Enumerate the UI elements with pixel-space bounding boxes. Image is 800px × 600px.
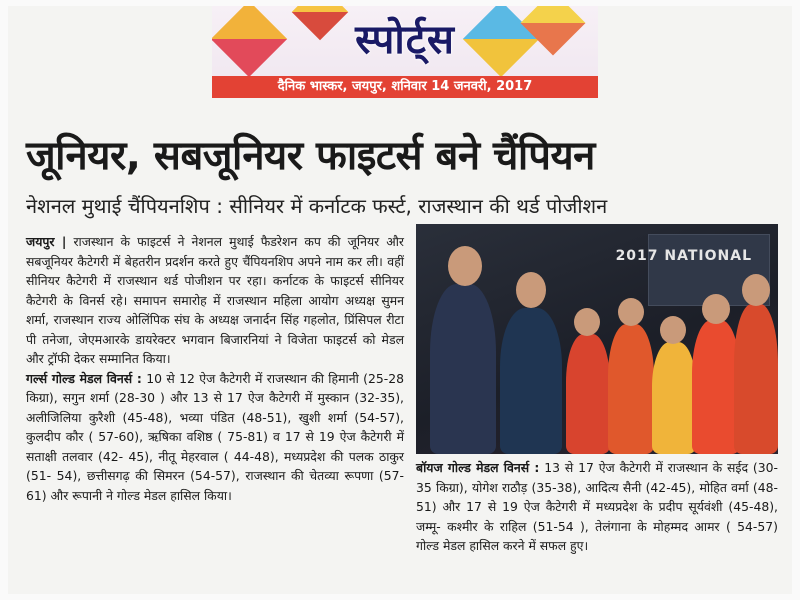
- winners-group-photo: [416, 224, 778, 454]
- girls-winners-heading: गर्ल्स गोल्ड मेडल विनर्स :: [26, 370, 142, 386]
- person-figure: [734, 304, 778, 454]
- sports-masthead-banner: [212, 6, 598, 98]
- photo-caption: [416, 458, 778, 556]
- person-head: [574, 308, 600, 336]
- article-body: [26, 232, 404, 505]
- person-head: [660, 316, 686, 344]
- person-head: [618, 298, 644, 326]
- person-head: [702, 294, 730, 324]
- girls-winners-text: 10 से 12 ऐज कैटेगरी में राजस्थान की हिमानी (25-28 किग्रा), सगुन शर्मा (28-30 ) और 13 से 17 ऐज कैटेगरी में मुस्कान (32-35), अलीजिलिया कुरैशी (45-48), भव्या पंडित (48-51), खुशी शर्मा (54-57), कुलदीप कौर ( 57-60), ऋषिका वशिष्ठ ( 75-81) व 17 से 19 ऐज कैटेगरी में सताक्षी तलवार (42- 45), नीतू मेहरवाल ( 44-48), मध्यप्रदेश की पलक ठाकुर (51- 54), छत्तीसगढ़ की सिमरन (54-57), राजस्थान की चेतव्या रूपणा (57-61) और रूपानी ने गोल्ड मेडल हासिल किया।: [26, 370, 404, 503]
- boys-winners-text: 13 से 17 ऐज कैटेगरी में राजस्थान के सईद (30-35 किग्रा), योगेश राठौड़ (35-38), आदित्य सैनी (42-45), मोहित वर्मा (48-51) और 17 से 19 ऐज कैटेगरी में मध्यप्रदेश के प्रदीप सूर्यवंशी (45-48), जम्मू- कश्मीर के राहिल (51-54 ), तेलंगाना के मोहम्मद आमर ( 54-57) गोल्ड मेडल हासिल करने में सफल हुए।: [416, 460, 778, 553]
- boys-winners-heading: बॉयज गोल्ड मेडल विनर्स :: [416, 460, 540, 475]
- dateline-place: जयपुर |: [26, 234, 67, 249]
- newspaper-dateline: दैनिक भास्कर, जयपुर, शनिवार 14 जनवरी, 2017: [212, 76, 598, 98]
- person-figure: [692, 320, 740, 454]
- person-figure: [608, 324, 654, 454]
- person-figure: [430, 284, 496, 454]
- lead-text: राजस्थान के फाइटर्स ने नेशनल मुथाई फैडरेशन कप की जूनियर और सबजूनियर कैटेगरी में बेहतरीन प्रदर्शन करते हुए चैंपियनशिप अपने नाम कर ली। वहीं सीनियर कैटेगरी में राजस्थान थर्ड पोजीशन पर रहा। कर्नाटक के फाइटर्स सीनियर कैटेगरी के विनर्स रहे। समापन समारोह में राजस्थान महिला आयोग अध्यक्ष सुमन शर्मा, राजस्थान राज्य ओलिंपिक संघ के अध्यक्ष जनार्दन सिंह गहलोत, प्रिंसिपल रीटा पी तनेजा, जेएमआरके डायरेक्टर भगवान बिजारनियां ने विजेता फाइटर्स को मेडल और ट्रॉफी देकर सम्मानित किया।: [26, 234, 404, 366]
- newspaper-clipping: [8, 6, 792, 594]
- section-title: स्पोर्ट्स: [355, 17, 455, 63]
- person-figure: [566, 334, 610, 454]
- event-banner-text: 2017 NATIONAL: [615, 248, 752, 264]
- article-subheadline: नेशनल मुथाई चैंपियनशिप : सीनियर में कर्नाटक फर्स्ट, राजस्थान की थर्ड पोजीशन: [26, 194, 608, 218]
- person-figure: [500, 308, 562, 454]
- article-headline: जूनियर, सबजूनियर फाइटर्स बने चैंपियन: [26, 133, 595, 179]
- person-head: [516, 272, 546, 308]
- person-figure: [652, 342, 696, 454]
- girls-winners-paragraph: [26, 369, 404, 506]
- person-head: [742, 274, 770, 306]
- person-head: [448, 246, 482, 286]
- lead-paragraph: [26, 232, 404, 369]
- boys-winners-paragraph: [416, 458, 778, 556]
